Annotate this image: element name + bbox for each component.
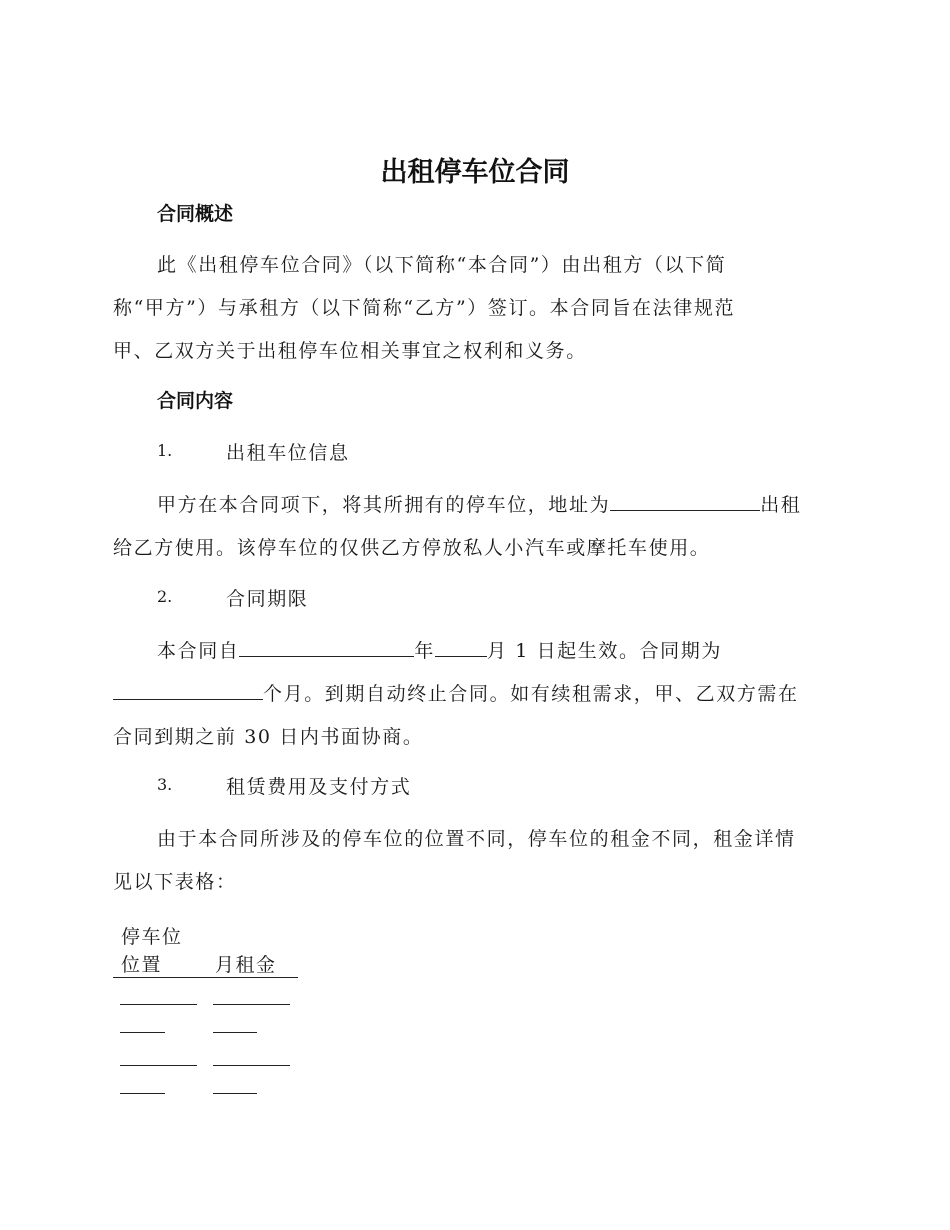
item-label-2: 合同期限 <box>226 588 309 610</box>
address-blank[interactable] <box>610 492 760 511</box>
term-months-blank[interactable] <box>113 681 263 700</box>
location-blank-1a[interactable] <box>120 1004 197 1005</box>
item2-text-effective: 月 1 日起生效。合同期为 <box>487 640 722 662</box>
table-header-location-line-1: 停车位 <box>121 926 183 948</box>
item2-paragraph-line-3: 合同到期之前 30 日内书面协商。 <box>113 726 424 748</box>
item3-paragraph-line-2: 见以下表格： <box>113 871 237 893</box>
table-header-rent: 月租金 <box>215 954 277 976</box>
table-header-rule <box>113 977 298 978</box>
item2-year-label: 年 <box>414 640 436 662</box>
item-label-1: 出租车位信息 <box>226 442 350 464</box>
section-heading-content: 合同内容 <box>157 390 234 412</box>
item2-paragraph-line-1 <box>157 636 722 663</box>
section-heading-overview: 合同概述 <box>157 203 234 225</box>
item3-paragraph-line-1: 由于本合同所涉及的停车位的位置不同，停车位的租金不同，租金详情 <box>157 828 796 850</box>
item-number-3: 3. <box>157 775 173 794</box>
item1-paragraph-line-2: 给乙方使用。该停车位的仅供乙方停放私人小汽车或摩托车使用。 <box>113 537 711 559</box>
document-title: 出租停车位合同 <box>380 157 570 188</box>
item1-text-after-blank: 出租 <box>760 494 802 516</box>
start-year-blank[interactable] <box>239 638 414 657</box>
start-month-blank[interactable] <box>435 638 487 657</box>
rent-blank-2b[interactable] <box>213 1093 257 1094</box>
rent-blank-2a[interactable] <box>213 1065 290 1066</box>
overview-line-1: 此《出租停车位合同》（以下简称“本合同”）由出租方（以下简 <box>157 254 727 276</box>
item-label-3: 租赁费用及支付方式 <box>226 776 412 798</box>
overview-line-2: 称“甲方”）与承租方（以下简称“乙方”）签订。本合同旨在法律规范 <box>113 297 736 319</box>
item2-text-months: 个月。到期自动终止合同。如有续租需求，甲、乙双方需在 <box>263 683 799 705</box>
overview-line-3: 甲、乙双方关于出租停车位相关事宜之权利和义务。 <box>113 340 587 362</box>
item2-paragraph-line-2 <box>113 679 799 706</box>
table-header-location-line-2: 位置 <box>121 954 163 976</box>
location-blank-1b[interactable] <box>120 1032 165 1033</box>
rent-blank-1b[interactable] <box>213 1032 257 1033</box>
rent-blank-1a[interactable] <box>213 1004 290 1005</box>
item1-paragraph-line-1 <box>157 490 801 517</box>
item-number-2: 2. <box>157 587 173 606</box>
item1-text-before-blank: 甲方在本合同项下，将其所拥有的停车位，地址为 <box>157 494 611 516</box>
item-number-1: 1. <box>157 441 173 460</box>
location-blank-2a[interactable] <box>120 1065 197 1066</box>
item2-text-start: 本合同自 <box>157 640 240 662</box>
location-blank-2b[interactable] <box>120 1093 165 1094</box>
